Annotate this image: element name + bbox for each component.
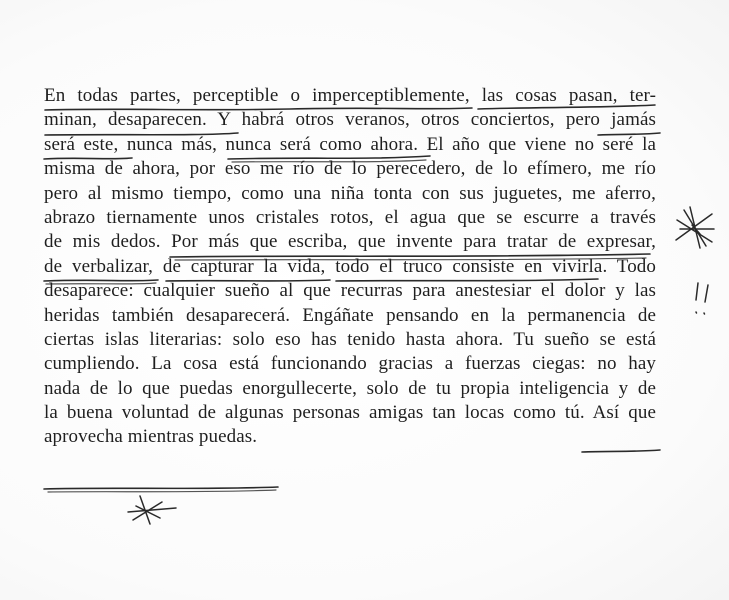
passage-line: la buena voluntad de algunas personas amigas tan locas como tú. Así que — [44, 402, 656, 424]
book-passage — [44, 84, 656, 450]
passage-line: de verbalizar, de capturar la vida, todo el truco consiste en vivirla. Todo — [44, 255, 656, 277]
passage-line: desaparece: cualquier sueño al que recurras para anestesiar el dolor y las — [44, 280, 656, 302]
passage-line: será este, nunca más, nunca será como ahora. El año que viene no seré la — [44, 133, 656, 155]
passage-line: abrazo tiernamente unos cristales rotos, el agua que se escurre a través — [44, 206, 656, 228]
passage-line: ciertas islas literarias: solo eso has tenido hasta ahora. Tu sueño se está — [44, 328, 656, 350]
asterisk-doodle-icon — [676, 207, 714, 248]
underline-mark — [48, 490, 276, 492]
passage-line: pero al mismo tiempo, como una niña tonta con sus juguetes, me aferro, — [44, 182, 656, 204]
asterisk-doodle-icon — [128, 496, 176, 524]
passage-line: minan, desaparecen. Y habrá otros veranos, otros conciertos, pero jamás — [44, 109, 656, 131]
passage-line: heridas también desaparecerá. Engáñate pensando en la permanencia de — [44, 304, 656, 326]
passage-line: nada de lo que puedas enorgullecerte, solo de tu propia inteligencia y de — [44, 377, 656, 399]
underline-mark — [582, 450, 660, 452]
exclamation-marks-icon — [696, 283, 708, 314]
passage-line: En todas partes, perceptible o imperceptiblemente, las cosas pasan, ter- — [44, 85, 656, 106]
passage-line: cumpliendo. La cosa está funcionando gracias a fuerzas ciegas: no hay — [44, 353, 656, 375]
passage-line: aprovecha mientras puedas. — [44, 426, 258, 448]
passage-line: de mis dedos. Por más que escriba, que invente para tratar de expresar, — [44, 231, 656, 253]
passage-line: misma de ahora, por eso me río de lo perecedero, de lo efímero, me río — [44, 158, 656, 180]
underline-mark — [44, 487, 278, 489]
